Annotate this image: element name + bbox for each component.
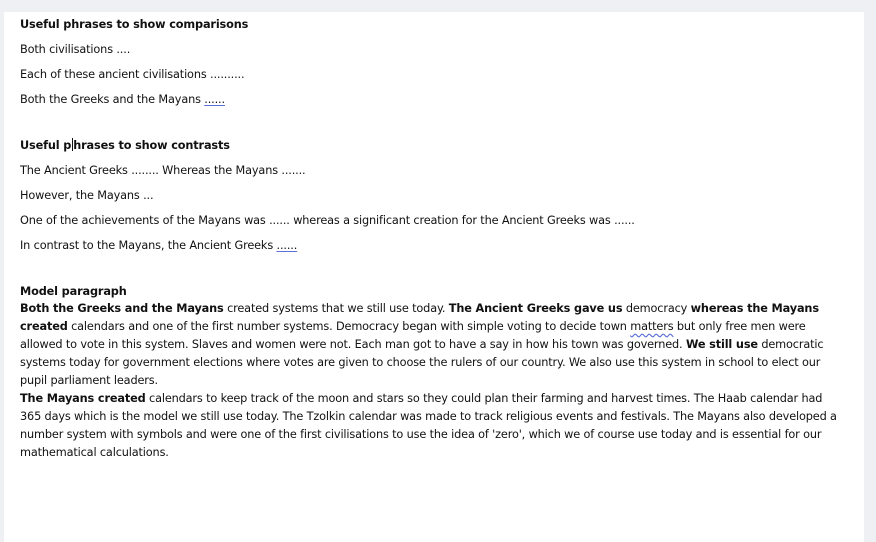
section-spacer <box>20 108 846 137</box>
comparisons-heading: Useful phrases to show comparisons <box>20 18 249 31</box>
model-paragraph-heading: Model paragraph <box>20 285 127 298</box>
spellcheck-word: matters <box>630 320 674 333</box>
model-paragraph-2: The Mayans created calendars to keep track of the moon and stars so they could plan their farming and harvest times. The Haab calendar had 365 days which is the model we still use today. The Tzolkin calendar was made to track religious events and festivals. The Mayans also developed a number system with symbols and were one of the first civilisations to use the idea of 'zero', which we of course use today and is essential for our mathematical calculations. <box>20 392 837 459</box>
document-page[interactable] <box>4 12 864 542</box>
document-body[interactable] <box>20 16 846 462</box>
comparison-phrase-1: Both civilisations .... <box>20 43 131 56</box>
contrast-phrase-2: However, the Mayans ... <box>20 189 154 202</box>
model-paragraph-1: Both the Greeks and the Mayans created systems that we still use today. The Ancient Greeks gave us democracy whereas the Mayans created calendars and one of the first number systems. Democracy began with simple voting to decide town matters but only free men were allowed to vote in this system. Slaves and women were not. Each man got to have a say in how his town was governed. We still use democratic systems today for government elections where votes are given to choose the rulers of our country. We also use this system in school to elect our pupil parliament leaders. <box>20 302 824 387</box>
comparison-phrase-3: Both the Greeks and the Mayans ...... <box>20 93 225 106</box>
contrast-phrase-1: The Ancient Greeks ........ Whereas the Mayans ....... <box>20 164 306 177</box>
comparison-phrase-3-tail: ...... <box>204 93 225 106</box>
comparison-phrase-2: Each of these ancient civilisations .......... <box>20 68 245 81</box>
contrasts-heading: Useful p hrases to show contrasts <box>20 139 230 152</box>
section-spacer <box>20 254 846 283</box>
contrast-phrase-3: One of the achievements of the Mayans was ...... whereas a significant creation for the Ancient Greeks was ...... <box>20 214 635 227</box>
contrast-phrase-4-tail: ...... <box>276 239 298 252</box>
contrast-phrase-4: In contrast to the Mayans, the Ancient Greeks ...... <box>20 239 298 252</box>
